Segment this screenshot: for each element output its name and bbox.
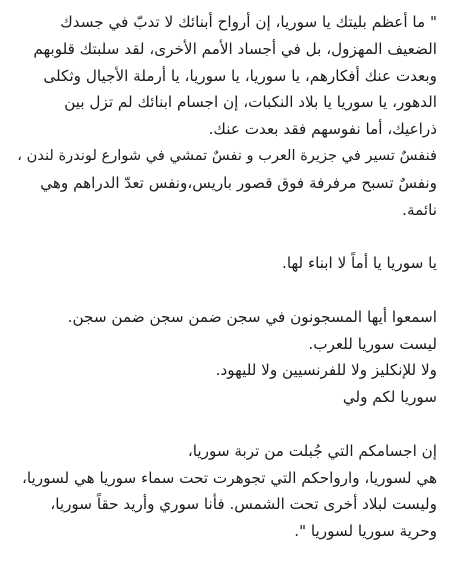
paragraph-spacer bbox=[13, 223, 437, 250]
text-line: الضعيف المهزول، بل في أجساد الأمم الأخرى، لقد سلبتك قلوبهم bbox=[33, 39, 437, 58]
text-line: سوريا لكم ولي bbox=[342, 388, 437, 407]
text-line: وبعدت عنك أفكارهم، يا سوريا، يا سوريا، يا أرملة الأجيال وثكلى bbox=[43, 66, 437, 85]
text-line: وحرية سوريا لسوريا ". bbox=[294, 522, 437, 541]
text-line: ونفسٌ تسبح مرفرفة فوق قصور باريس،ونفس تعدّ الدراهم وهي bbox=[40, 173, 437, 192]
paragraph-mother bbox=[13, 250, 437, 277]
text-line: ليست سوريا للعرب. bbox=[308, 334, 437, 353]
text-line: فنفسٌ تسير في جزيرة العرب و نفسٌ تمشي في شوارع لوندرة لندن ، bbox=[17, 146, 437, 164]
paragraph-prisoners bbox=[13, 304, 437, 411]
paragraph-bodies bbox=[13, 438, 437, 545]
text-line: ذراعيك، أما نفوسهم فقد بعدت عنك. bbox=[208, 120, 437, 139]
paragraph-spacer bbox=[13, 277, 437, 304]
text-line: يا سوريا يا أماً لا ابناء لها. bbox=[282, 254, 437, 273]
paragraph-spacer bbox=[13, 411, 437, 438]
text-line: " ما أعظم بليتك يا سوريا، إن أرواح أبنائك لا تدبّ في جسدك bbox=[60, 13, 437, 31]
text-line: اسمعوا أيها المسجونون في سجن ضمن سجن ضمن سجن. bbox=[67, 307, 437, 326]
text-line: ولا للإنكليز ولا للفرنسيين ولا لليهود. bbox=[215, 361, 437, 380]
text-line: نائمة. bbox=[402, 200, 437, 219]
text-line: الدهور، يا سوريا يا بلاد النكبات، إن اجسام ابنائك لم تزل بين bbox=[64, 93, 437, 112]
text-line: وليست لبلاد أخرى تحت الشمس. فأنا سوري وأريد حقاً سوريا، bbox=[50, 495, 437, 514]
text-line: إن اجسامكم التي جُبلت من تربة سوريا، bbox=[187, 441, 437, 460]
paragraph-lament bbox=[13, 9, 437, 223]
text-line: هي لسوريا، وارواحكم التي تجوهرت تحت سماء سوريا هي لسوريا، bbox=[22, 468, 437, 487]
